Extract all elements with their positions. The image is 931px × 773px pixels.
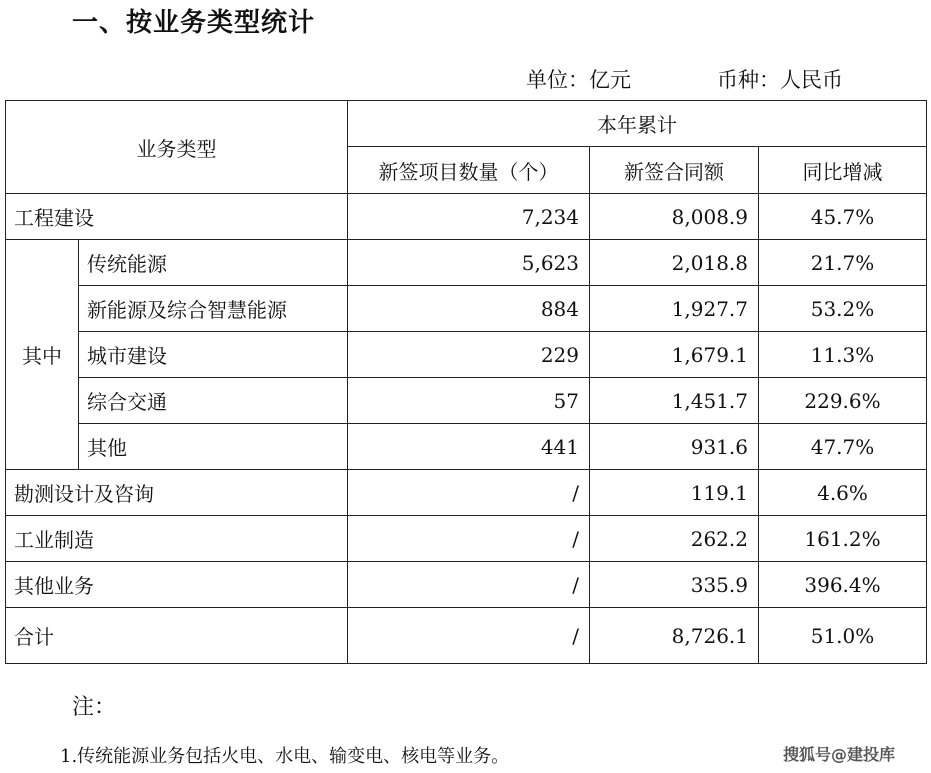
cell-count: 229 (348, 332, 590, 378)
row-label: 新能源及综合智慧能源 (79, 286, 348, 332)
cell-count: / (348, 608, 590, 664)
note-label: 注： (72, 695, 117, 720)
cell-amount: 8,008.9 (590, 194, 759, 240)
table-row (6, 194, 927, 240)
cell-amount: 119.1 (590, 470, 759, 516)
cell-amount: 262.2 (590, 516, 759, 562)
total-label: 合计 (6, 608, 348, 664)
table-row (6, 424, 927, 470)
cell-yoy: 11.3% (759, 332, 927, 378)
row-label: 其他 (79, 424, 348, 470)
header-year-to-date: 本年累计 (348, 101, 927, 147)
note-item: 1.传统能源业务包括火电、水电、输变电、核电等业务。 (60, 746, 510, 767)
cell-amount: 335.9 (590, 562, 759, 608)
table-header-row-1 (6, 101, 927, 147)
cell-yoy: 4.6% (759, 470, 927, 516)
header-project-count: 新签项目数量（个） (348, 147, 590, 194)
table-row (6, 286, 927, 332)
cell-yoy: 229.6% (759, 378, 927, 424)
sub-group-label: 其中 (6, 240, 79, 470)
cell-amount: 2,018.8 (590, 240, 759, 286)
header-yoy-change: 同比增减 (759, 147, 927, 194)
cell-amount: 1,927.7 (590, 286, 759, 332)
cell-yoy: 45.7% (759, 194, 927, 240)
cell-yoy: 53.2% (759, 286, 927, 332)
cell-count: / (348, 470, 590, 516)
business-type-table (5, 100, 927, 664)
cell-count: / (348, 562, 590, 608)
row-label: 勘测设计及咨询 (6, 470, 348, 516)
cell-count: 5,623 (348, 240, 590, 286)
watermark: 搜狐号@建投库 (783, 745, 896, 764)
row-label: 工程建设 (6, 194, 348, 240)
table-row (6, 516, 927, 562)
row-label: 传统能源 (79, 240, 348, 286)
cell-amount: 8,726.1 (590, 608, 759, 664)
cell-yoy: 51.0% (759, 608, 927, 664)
table-total-row (6, 608, 927, 664)
table-row (6, 332, 927, 378)
cell-count: 884 (348, 286, 590, 332)
cell-yoy: 47.7% (759, 424, 927, 470)
row-label: 城市建设 (79, 332, 348, 378)
cell-yoy: 21.7% (759, 240, 927, 286)
cell-amount: 1,451.7 (590, 378, 759, 424)
table-row (6, 562, 927, 608)
row-label: 综合交通 (79, 378, 348, 424)
cell-yoy: 161.2% (759, 516, 927, 562)
cell-count: / (348, 516, 590, 562)
table-row (6, 470, 927, 516)
currency-label: 币种：人民币 (717, 68, 843, 92)
header-business-type: 业务类型 (6, 101, 348, 194)
table-row (6, 378, 927, 424)
header-contract-amount: 新签合同额 (590, 147, 759, 194)
row-label: 工业制造 (6, 516, 348, 562)
cell-count: 57 (348, 378, 590, 424)
cell-amount: 931.6 (590, 424, 759, 470)
cell-amount: 1,679.1 (590, 332, 759, 378)
cell-count: 441 (348, 424, 590, 470)
unit-label: 单位：亿元 (526, 68, 631, 92)
row-label: 其他业务 (6, 562, 348, 608)
cell-yoy: 396.4% (759, 562, 927, 608)
table-row (6, 240, 927, 286)
page-title: 一、按业务类型统计 (72, 8, 316, 38)
cell-count: 7,234 (348, 194, 590, 240)
